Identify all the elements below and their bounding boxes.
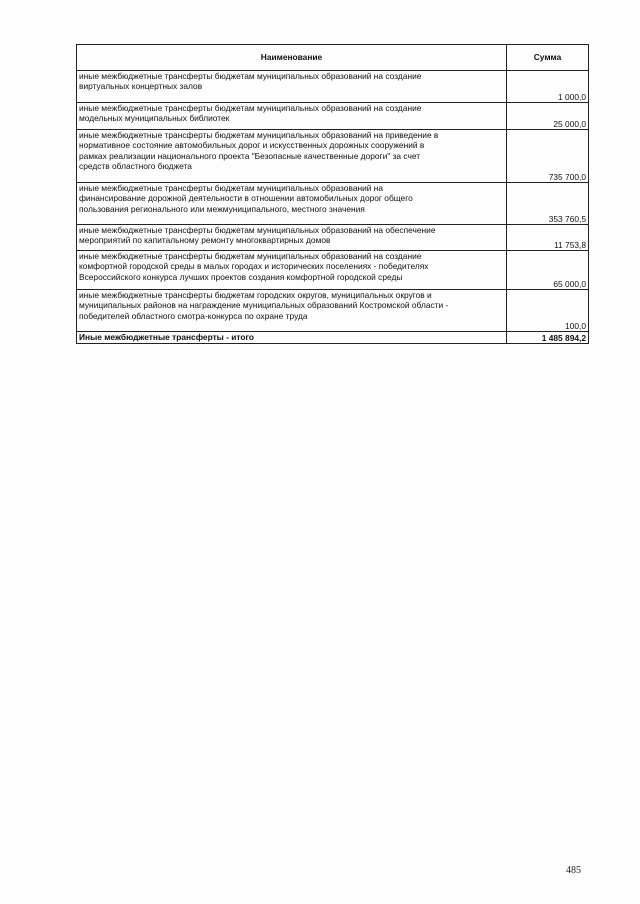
row-name: иные межбюджетные трансферты бюджетам муниципальных образований на создание комфортной городской среды в малых городах и исторических поселениях - победителях Всероссийского конкурса лучших проектов создания комфортной городской среды [77, 251, 507, 290]
header-name: Наименование [77, 45, 507, 71]
row-sum: 25 000,0 [507, 103, 589, 130]
row-name: иные межбюджетные трансферты бюджетам муниципальных образований на финансирование дорожной деятельности в отношении автомобильных дорог общего пользования регионального или межмуниципального, местного значения [77, 183, 507, 225]
header-sum: Сумма [507, 45, 589, 71]
page-number: 485 [566, 865, 581, 876]
row-name: иные межбюджетные трансферты бюджетам муниципальных образований на создание виртуальных концертных залов [77, 71, 507, 103]
table-row [77, 225, 589, 251]
row-name: иные межбюджетные трансферты бюджетам муниципальных образований на приведение в нормативное состояние автомобильных дорог и искусственных дорожных сооружений в рамках реализации национального проекта "Безопасные качественные дороги" за счет средств областного бюджета [77, 130, 507, 183]
row-sum: 65 000,0 [507, 251, 589, 290]
table-header-row [77, 45, 589, 71]
row-sum: 353 760,5 [507, 183, 589, 225]
table-row [77, 290, 589, 332]
row-name: иные межбюджетные трансферты бюджетам муниципальных образований на создание модельных муниципальных библиотек [77, 103, 507, 130]
table-row [77, 183, 589, 225]
table-row [77, 71, 589, 103]
row-name: иные межбюджетные трансферты бюджетам городских округов, муниципальных округов и муниципальных районов на награждение муниципальных образований Костромской области - победителей областного смотра-конкурса по охране труда [77, 290, 507, 332]
row-sum: 100,0 [507, 290, 589, 332]
total-sum: 1 485 894,2 [507, 332, 589, 344]
total-name: Иные межбюджетные трансферты - итого [77, 332, 507, 344]
row-sum: 735 700,0 [507, 130, 589, 183]
table-row [77, 251, 589, 290]
table-row [77, 103, 589, 130]
row-name: иные межбюджетные трансферты бюджетам муниципальных образований на обеспечение мероприятий по капитальному ремонту многоквартирных домов [77, 225, 507, 251]
row-sum: 11 753,8 [507, 225, 589, 251]
table-row [77, 130, 589, 183]
row-sum: 1 000,0 [507, 71, 589, 103]
total-row [77, 332, 589, 344]
transfers-table [76, 44, 589, 344]
